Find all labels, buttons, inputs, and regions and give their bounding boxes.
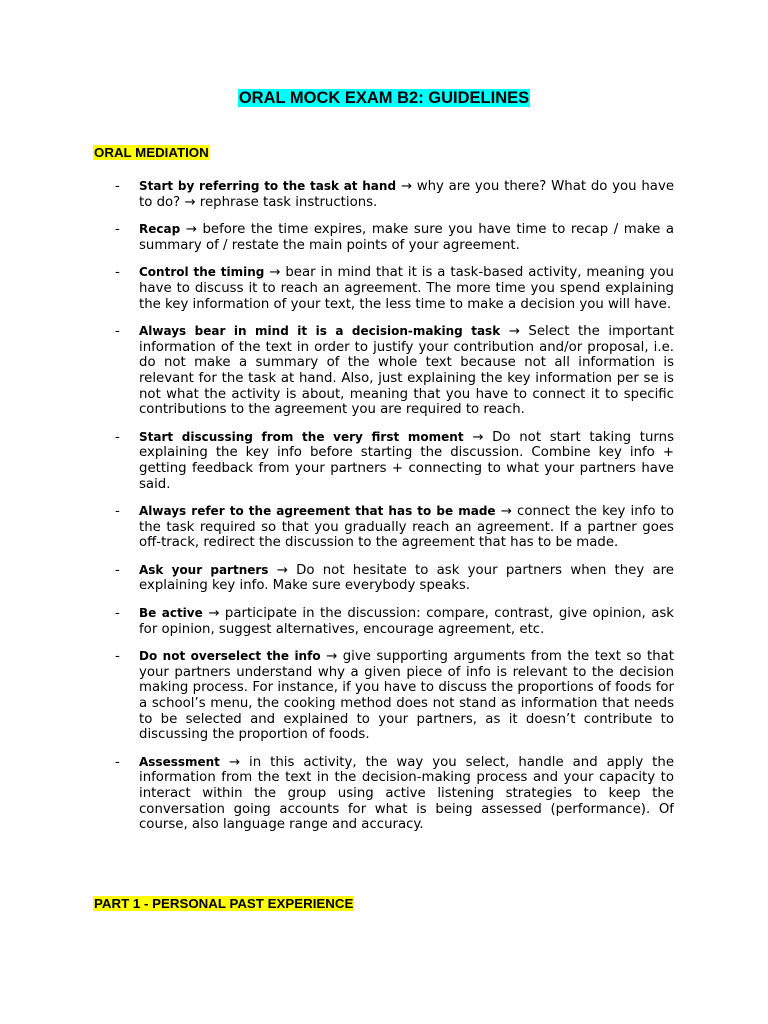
list-item xyxy=(115,179,674,210)
list-item xyxy=(115,606,674,637)
bullet-text: → connect the key info to the task required so that you gradually reach an agreement. If a partner goes off-track, redirect the discussion to the agreement that has to be made. xyxy=(139,504,674,551)
bullet-marker: - xyxy=(115,504,120,520)
bullet-lead: Control the timing xyxy=(139,265,265,280)
bullet-marker: - xyxy=(115,754,120,770)
bullet-marker: - xyxy=(115,606,120,622)
bullet-text: → bear in mind that it is a task-based activity, meaning you have to discuss it to reach an agreement. The more time you spend explaining the key information of your text, the less time to make a decision you will have. xyxy=(139,265,674,312)
bullet-marker: - xyxy=(115,324,120,340)
list-item xyxy=(115,430,674,492)
bullet-lead: Ask your partners xyxy=(139,562,269,577)
list-item xyxy=(115,755,674,833)
bullet-lead: Assessment xyxy=(139,754,220,769)
section-heading-text: PART 1 - PERSONAL PAST EXPERIENCE xyxy=(94,896,354,911)
bullet-marker: - xyxy=(115,179,120,194)
document-title xyxy=(0,88,768,108)
section-heading-text: ORAL MEDIATION xyxy=(94,145,209,160)
bullet-text: → Select the important information of the text in order to justify your contribution and/or proposal, i.e. do not make a summary of the whole text because not all information is relevant for the task at hand. Also, just explaining the key information per se is not what the activity is about, meaning that you have to connect it to specific contributions to the agreement you are required to reach. xyxy=(139,324,675,418)
bullet-marker: - xyxy=(115,649,120,665)
list-item xyxy=(115,563,674,594)
section-heading-part-1 xyxy=(93,896,354,912)
bullet-text: → Do not hesitate to ask your partners when they are explaining key info. Make sure everybody speaks. xyxy=(139,562,674,594)
section-heading-oral-mediation xyxy=(93,145,210,161)
bullet-text: → participate in the discussion: compare, contrast, give opinion, ask for opinion, suggest alternatives, encourage agreement, etc. xyxy=(139,606,675,637)
bullet-lead: Always refer to the agreement that has to be made xyxy=(139,504,496,519)
bullet-text: → before the time expires, make sure you have time to recap / make a summary of / restate the main points of your agreement. xyxy=(139,222,674,253)
bullet-marker: - xyxy=(115,429,120,445)
bullet-marker: - xyxy=(115,265,120,281)
list-item xyxy=(115,649,674,743)
list-item xyxy=(115,265,674,312)
bullet-lead: Start discussing from the very first moment xyxy=(139,429,464,444)
bullet-lead: Always bear in mind it is a decision-making task xyxy=(139,324,501,339)
document-title-text: ORAL MOCK EXAM B2: GUIDELINES xyxy=(238,89,530,107)
list-item xyxy=(115,324,674,418)
bullet-text: → why are you there? What do you have to do? → rephrase task instructions. xyxy=(139,179,674,210)
bullet-text: → in this activity, the way you select, handle and apply the information from the text in the decision-making process and your capacity to interact within the group using active listening strategies to keep the conversation going accounts for what is being assessed (performance). Of course, also language range and accuracy. xyxy=(139,754,675,833)
bullet-text: → Do not start taking turns explaining the key info before starting the discussion. Combine key info + getting feedback from your partners + connecting to what your partners have said. xyxy=(139,429,675,492)
list-item xyxy=(115,504,674,551)
oral-mediation-guidelines-list xyxy=(115,179,674,845)
bullet-marker: - xyxy=(115,562,120,578)
bullet-lead: Start by referring to the task at hand xyxy=(139,179,397,193)
list-item xyxy=(115,222,674,253)
bullet-text: → give supporting arguments from the text so that your partners understand why a given piece of info is relevant to the decision making process. For instance, if you have to discuss the proportions of foods for a school’s menu, the cooking method does not stand as information that needs to be selected and explained to your partners, as it doesn’t contribute to discussing the proportion of foods. xyxy=(139,649,674,743)
bullet-lead: Be active xyxy=(139,606,203,621)
bullet-marker: - xyxy=(115,222,120,238)
bullet-lead: Recap xyxy=(139,222,181,237)
bullet-lead: Do not overselect the info xyxy=(139,649,321,664)
